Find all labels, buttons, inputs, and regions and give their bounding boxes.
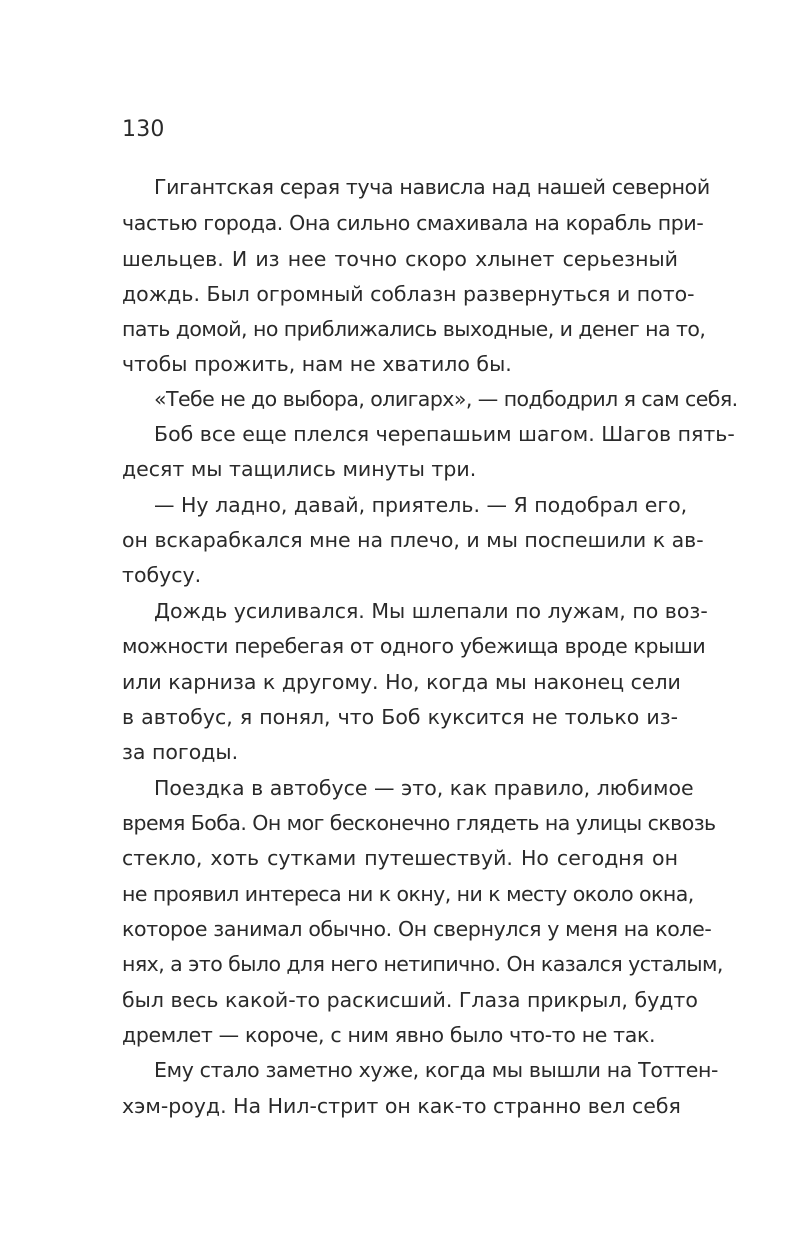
text-line: шельцев. И из нее точно скоро хлынет серьезный: [122, 247, 678, 271]
text-line: десят мы тащились минуты три.: [122, 457, 477, 481]
text-line: время Боба. Он мог бесконечно глядеть на улицы сквозь: [122, 811, 716, 835]
text-line: был весь какой-то раскисший. Глаза прикрыл, будто: [122, 988, 698, 1012]
text-line: Ему стало заметно хуже, когда мы вышли на Тоттен-: [154, 1058, 719, 1082]
text-line: чтобы прожить, нам не хватило бы.: [122, 352, 512, 376]
page-number: 130: [122, 117, 165, 142]
text-line: за погоды.: [122, 740, 239, 764]
text-line: тобусу.: [122, 563, 202, 587]
text-line: Боб все еще плелся черепашьим шагом. Шагов пять-: [154, 422, 735, 446]
text-line: Поездка в автобусе — это, как правило, любимое: [154, 776, 694, 800]
text-line: не проявил интереса ни к окну, ни к месту около окна,: [122, 882, 694, 906]
text-line: в автобус, я понял, что Боб куксится не только из-: [122, 705, 678, 729]
text-line: или карниза к другому. Но, когда мы наконец сели: [122, 670, 681, 694]
text-line: Дождь усиливался. Мы шлепали по лужам, по воз-: [154, 599, 708, 623]
text-line: пать домой, но приближались выходные, и денег на то,: [122, 317, 706, 341]
text-line: — Ну ладно, давай, приятель. — Я подобрал его,: [154, 493, 688, 517]
text-line: стекло, хоть сутками путешествуй. Но сегодня он: [122, 846, 678, 870]
text-line: которое занимал обычно. Он свернулся у меня на коле-: [122, 917, 712, 941]
text-line: дождь. Был огромный соблазн развернуться и пото-: [122, 282, 695, 306]
text-line: Гигантская серая туча нависла над нашей северной: [154, 175, 710, 199]
text-line: он вскарабкался мне на плечо, и мы поспешили к ав-: [122, 528, 704, 552]
text-line: нях, а это было для него нетипично. Он казался усталым,: [122, 952, 723, 976]
text-line: частью города. Она сильно смахивала на корабль при-: [122, 211, 704, 235]
text-line: «Тебе не до выбора, олигарх», — подбодрил я сам себя.: [154, 387, 738, 411]
text-line: дремлет — короче, с ним явно было что-то не так.: [122, 1023, 656, 1047]
text-line: можности перебегая от одного убежища вроде крыши: [122, 634, 706, 658]
text-line: хэм-роуд. На Нил-стрит он как-то странно вел себя: [122, 1094, 681, 1118]
